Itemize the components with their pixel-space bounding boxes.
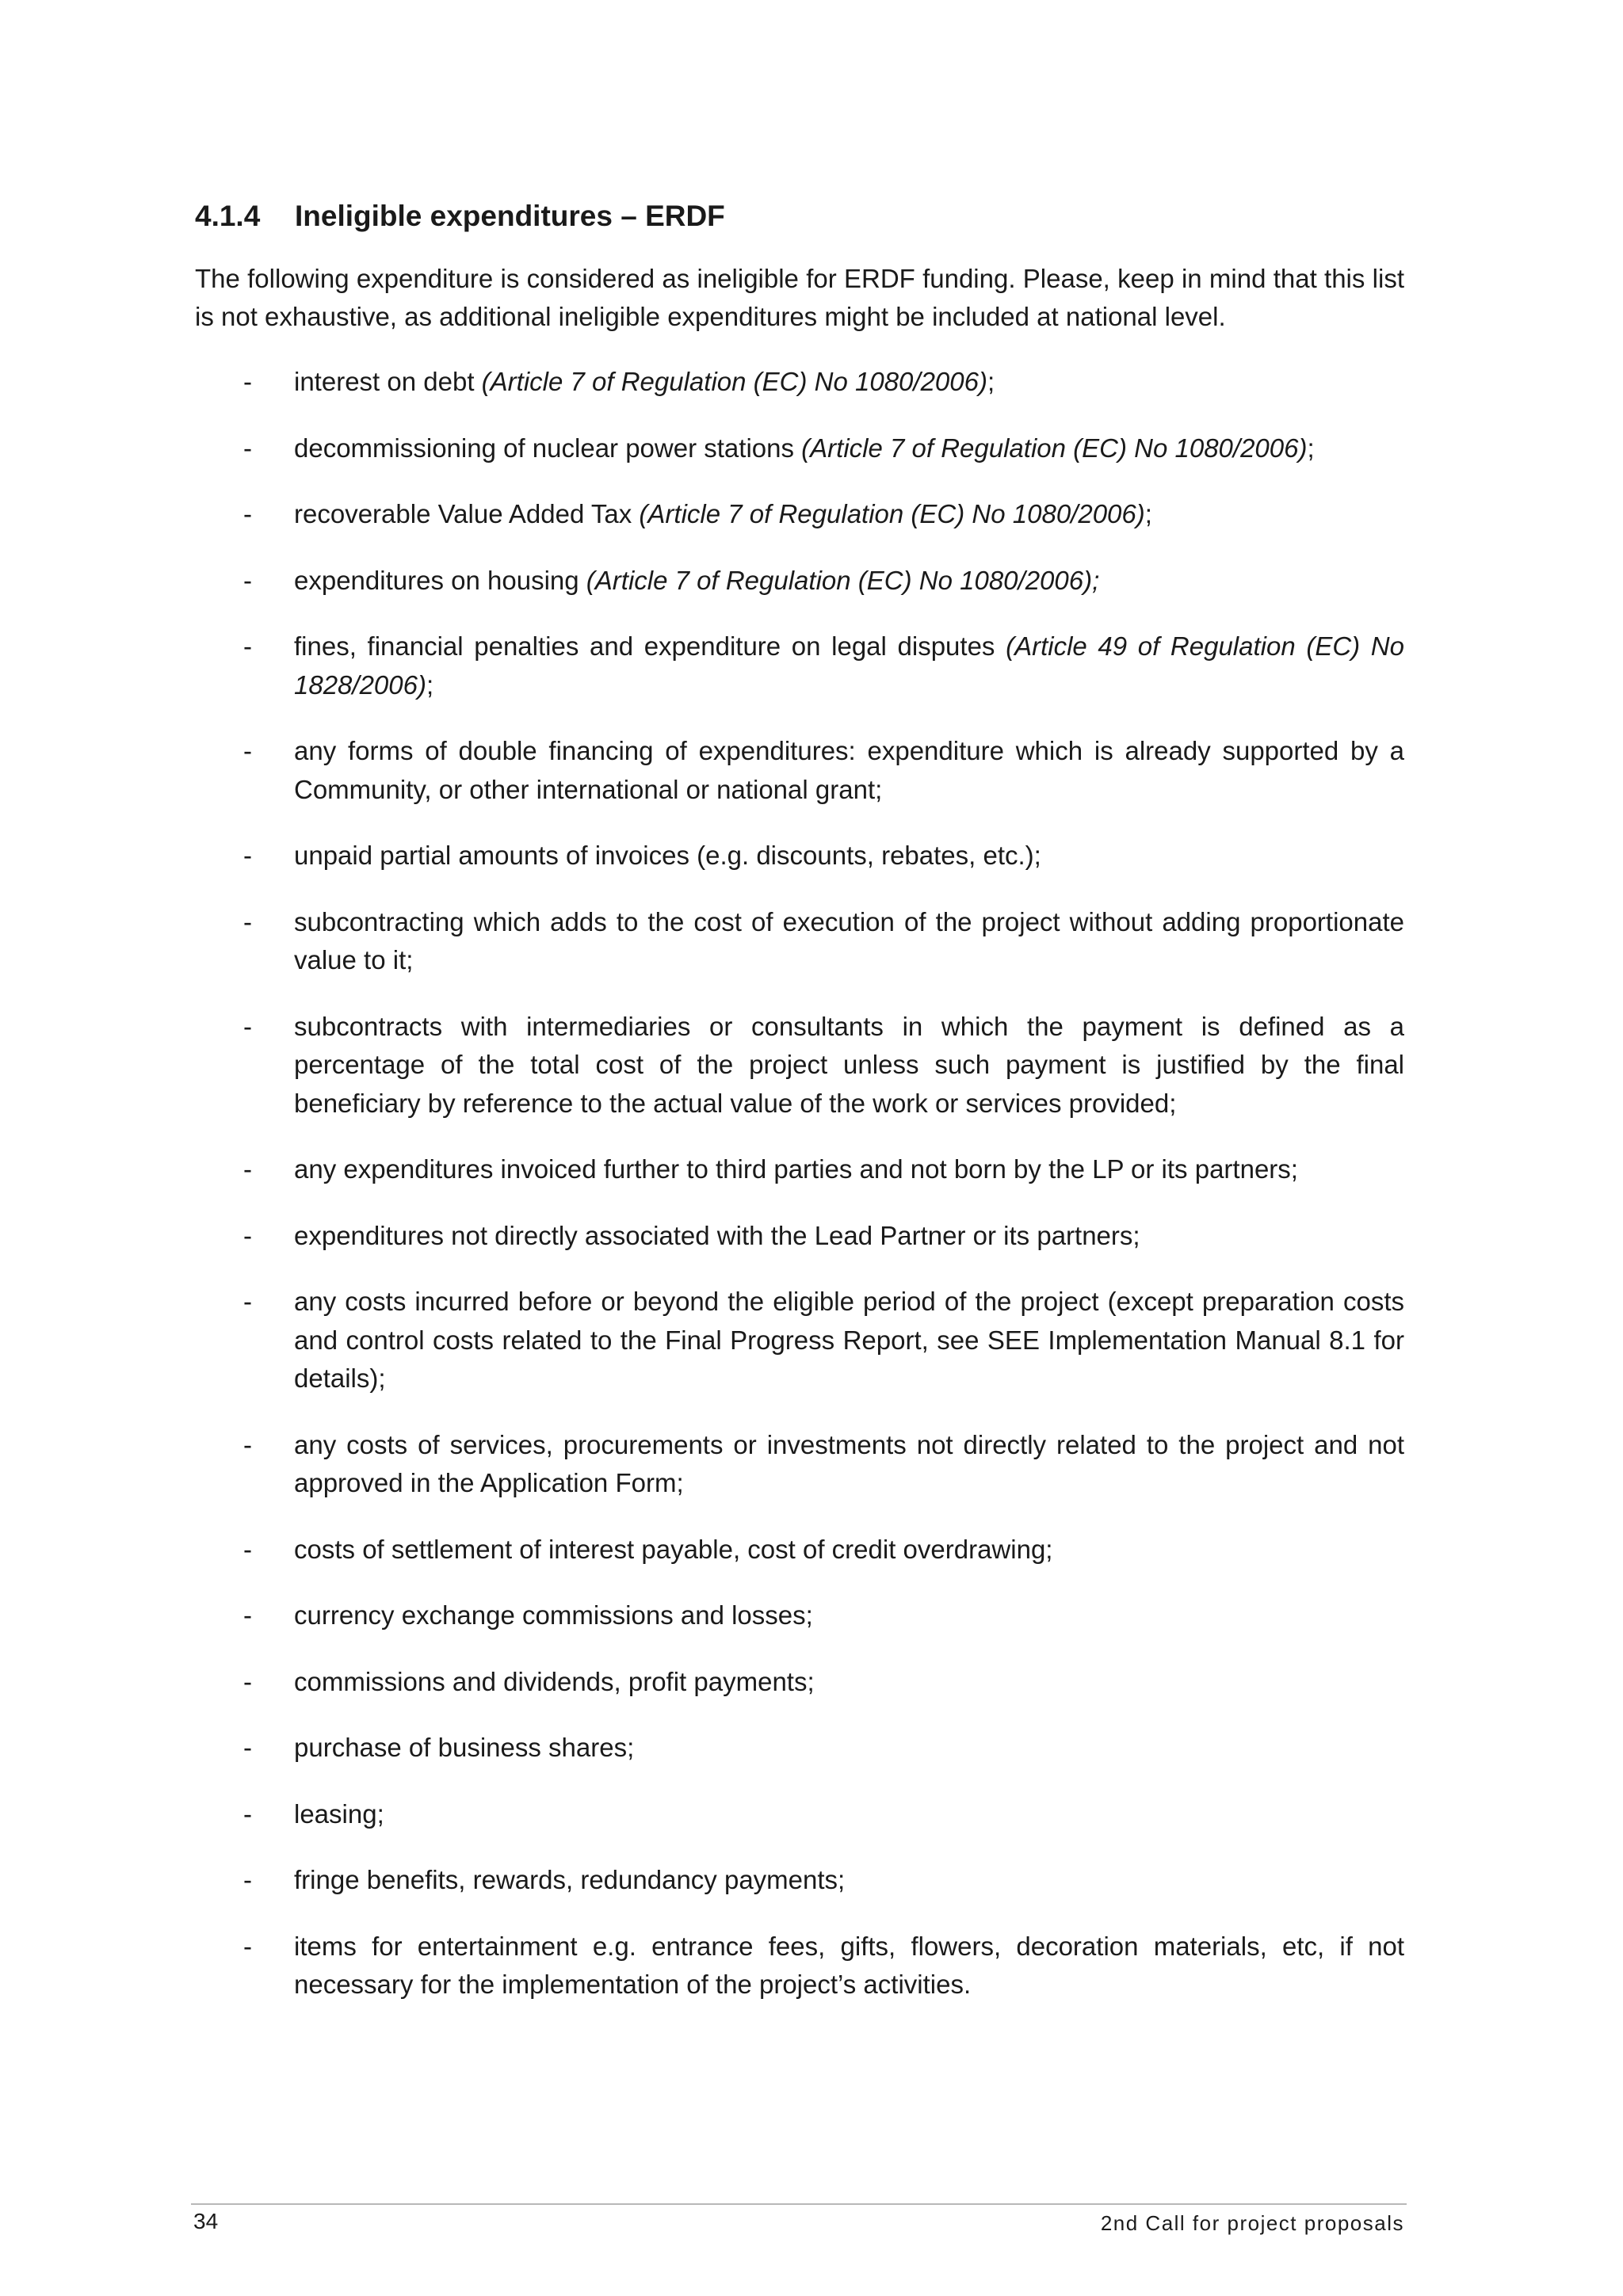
item-reference: (Article 7 of Regulation (EC) No 1080/2006); — [586, 565, 1100, 595]
item-tail: ; — [1144, 499, 1152, 528]
item-text: costs of settlement of interest payable, cost of credit overdrawing; — [294, 1534, 1053, 1564]
bullet-dash: - — [243, 736, 252, 765]
list-item — [195, 837, 1404, 875]
footer-title: 2nd Call for project proposals — [1100, 2211, 1404, 2235]
item-text: expenditures not directly associated with the Lead Partner or its partners; — [294, 1220, 1140, 1250]
bullet-dash: - — [243, 1733, 252, 1762]
item-text: any costs incurred before or beyond the eligible period of the project (except preparation costs and control costs related to the Final Progress Report, see SEE Implementation Manual 8.1 for details); — [294, 1287, 1404, 1393]
bullet-dash: - — [243, 1865, 252, 1894]
item-text: subcontracting which adds to the cost of execution of the project without adding proportionate value to it; — [294, 906, 1404, 974]
bullet-dash: - — [243, 1600, 252, 1630]
bullet-dash: - — [243, 631, 252, 661]
bullet-dash: - — [243, 1931, 252, 1961]
bullet-dash: - — [243, 1287, 252, 1316]
list-item — [195, 1795, 1404, 1834]
list-item — [195, 1283, 1404, 1398]
item-text: leasing; — [294, 1798, 384, 1829]
list-item — [195, 562, 1404, 601]
list-item — [195, 429, 1404, 468]
list-item — [195, 1596, 1404, 1635]
item-text: fines, financial penalties and expenditure on legal disputes — [294, 631, 1006, 661]
item-text: any forms of double financing of expenditures: expenditure which is already supported by a Community, or other international or national grant; — [294, 736, 1404, 804]
item-reference: (Article 7 of Regulation (EC) No 1080/2006) — [481, 367, 987, 396]
bullet-dash: - — [243, 841, 252, 870]
item-text: decommissioning of nuclear power stations — [294, 433, 802, 463]
page-number: 34 — [193, 2209, 219, 2233]
bullet-dash: - — [243, 1666, 252, 1696]
bullet-dash: - — [243, 1798, 252, 1829]
item-tail: ; — [987, 367, 995, 396]
list-item — [195, 1008, 1404, 1123]
list-item — [195, 1729, 1404, 1768]
item-reference: (Article 7 of Regulation (EC) No 1080/2006) — [639, 499, 1145, 528]
list-item — [195, 1150, 1404, 1189]
list-item — [195, 363, 1404, 402]
item-text: any expenditures invoiced further to third parties and not born by the LP or its partners; — [294, 1154, 1298, 1184]
section-title: Ineligible expenditures – ERDF — [295, 200, 725, 232]
bullet-dash: - — [243, 1534, 252, 1564]
item-text: any costs of services, procurements or investments not directly related to the project and not approved in the Application Form; — [294, 1429, 1404, 1497]
list-item — [195, 1426, 1404, 1503]
item-text: purchase of business shares; — [294, 1733, 635, 1762]
list-item — [195, 1663, 1404, 1702]
bullet-dash: - — [243, 1011, 252, 1041]
list-item — [195, 1217, 1404, 1256]
bullet-dash: - — [243, 1154, 252, 1184]
item-text: recoverable Value Added Tax — [294, 499, 640, 528]
item-reference: (Article 7 of Regulation (EC) No 1080/2006) — [801, 433, 1308, 463]
list-item — [195, 627, 1404, 704]
bullet-dash: - — [243, 565, 252, 595]
item-reference: (Article 49 of Regulation (EC) No 1828/2006) — [294, 631, 1404, 700]
bullet-dash: - — [243, 906, 252, 936]
item-text: currency exchange commissions and losses; — [294, 1600, 813, 1630]
section-heading — [195, 196, 725, 236]
list-item — [195, 1861, 1404, 1900]
bullet-dash: - — [243, 499, 252, 528]
ineligible-expenditures-list — [195, 363, 1404, 2032]
list-item — [195, 732, 1404, 809]
item-text: subcontracts with intermediaries or consultants in which the payment is defined as a percentage of the total cost of the project unless such payment is justified by the final beneficiary by reference to the actual value of the work or services provided; — [294, 1011, 1404, 1118]
item-text: fringe benefits, rewards, redundancy payments; — [294, 1865, 846, 1894]
list-item — [195, 1928, 1404, 2004]
bullet-dash: - — [243, 1429, 252, 1459]
section-number: 4.1.4 — [195, 200, 261, 232]
item-text: items for entertainment e.g. entrance fees, gifts, flowers, decoration materials, etc, if not necessary for the implementation of the project’s activities. — [294, 1931, 1404, 1999]
item-text: expenditures on housing — [294, 565, 586, 595]
bullet-dash: - — [243, 1220, 252, 1250]
footer-divider — [191, 2203, 1407, 2205]
item-text: interest on debt — [294, 367, 482, 396]
list-item — [195, 495, 1404, 534]
list-item — [195, 1531, 1404, 1569]
intro-paragraph: The following expenditure is considered as ineligible for ERDF funding. Please, keep in mind that this list is not exhaustive, as additional ineligible expenditures might be included at national level. — [195, 264, 1404, 331]
bullet-dash: - — [243, 433, 252, 463]
item-text: commissions and dividends, profit payments; — [294, 1666, 815, 1696]
bullet-dash: - — [243, 367, 252, 396]
item-tail: ; — [1307, 433, 1315, 463]
list-item — [195, 903, 1404, 980]
item-tail: ; — [426, 669, 434, 700]
item-text: unpaid partial amounts of invoices (e.g. discounts, rebates, etc.); — [294, 841, 1041, 870]
